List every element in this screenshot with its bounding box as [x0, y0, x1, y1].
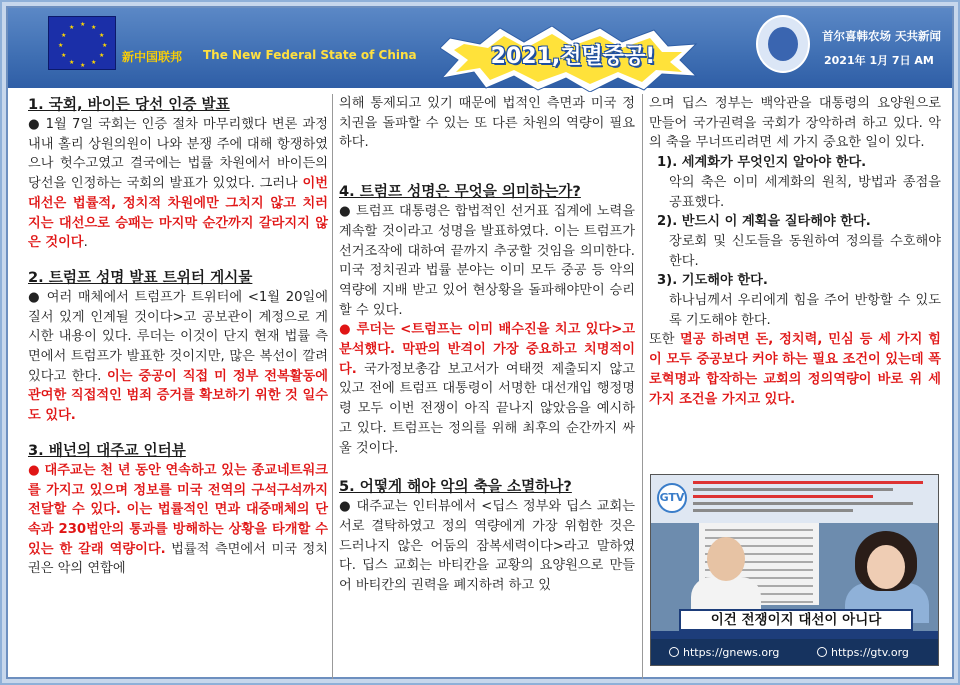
- column-divider: [642, 94, 643, 679]
- host-right-image: [841, 531, 933, 611]
- section-1-end: .: [83, 235, 88, 251]
- newsletter-page: [6, 6, 954, 679]
- globe-icon: [817, 647, 827, 657]
- section-4-highlight: ● 루더는 <트럼프는 이미 배수진을 치고 있다>고 분석했다. 막판의 반격이 가장 중요하고 치명적이다.: [339, 322, 635, 377]
- thumbnail-ticker: [651, 631, 939, 639]
- issue-date: 2021年 1月 7日 AM: [824, 54, 934, 67]
- item-1-title: 1). 세계화가 무엇인지 알아야 한다.: [657, 155, 867, 171]
- column-divider: [332, 94, 333, 679]
- section-5-body: ● 대주교는 인터뷰에서 <딥스 정부와 딥스 교회는 서로 결탁하였고 정의 역량에게 가장 위험한 것은 드러나지 않은 어둠의 잠복세력이다>라고 말하였다. 딥스 교회는 바티칸을 교황의 요양원으로 만들어 바티칸의 권력을 폐지하려 하고 있: [339, 499, 635, 594]
- gnews-link[interactable]: [669, 645, 779, 661]
- section-4-body-2: [339, 320, 635, 458]
- column-2: [339, 94, 635, 596]
- section-1-body: [28, 115, 328, 253]
- section-1-highlight: 이번 대선은 법률적, 정치적 차원에만 그치지 않고 치러지는 대선으로 승패는 마지막 순간까지 갈라지지 않은 것이다: [28, 176, 328, 251]
- column-1: [28, 94, 328, 579]
- section-4-body: ● 트럼프 대통령은 합법적인 선거표 집계에 노력을 계속할 것이라고 성명을 발표하였다. 이는 트럼프가 선거조작에 대하여 끝까지 추궁할 것임을 의미한다. 미국 정치권과 법률 분야는 이미 모두 중공 등 악의 역량에 지배 받고 있어 현상황을 돌파해야만이 승리할 수 있다.: [339, 204, 635, 318]
- column-3: [649, 94, 941, 409]
- section-3-text: 법률적 측면에서 미국 정치권은 악의 연합에: [28, 541, 328, 577]
- item-3-title: 3). 기도해야 한다.: [657, 273, 768, 289]
- item-2-text: 장로회 및 신도들을 동원하여 정의를 수호해야 한다.: [669, 233, 941, 269]
- brand-english: The New Federal State of China: [203, 48, 417, 62]
- org-name: 首尔喜韩农场 天共新闻: [822, 29, 942, 43]
- section-3-continued: 의해 통제되고 있기 때문에 법적인 측면과 미국 정치권을 돌파할 수 있는 또 다른 차원의 역량이 필요하다.: [339, 96, 635, 151]
- thumbnail-header: [651, 475, 939, 523]
- section-4-text: 국가정보총감 보고서가 여태껏 제출되지 않고 있고 전에 트럼프 대통령이 서명한 대선개입 행정명령 모두 이번 전쟁이 아직 끝나지 않았음을 예시하고 있다. 트럼프는 정의를 위해 최후의 순간까지 싸울 것이다.: [339, 361, 635, 456]
- brand-chinese: 新中国联邦: [122, 50, 183, 64]
- video-thumbnail[interactable]: [650, 474, 939, 666]
- gtv-url: https://gtv.org: [831, 646, 909, 659]
- conclusion-highlight: 멸공 하려면 돈, 정치력, 민심 등 세 가지 힘이 모두 중공보다 커야 하는 필요 조건이 있는데 폭로혁명과 합작하는 교회의 정의역량이 바로 위 세가지 조건을 가지고 있다.: [649, 332, 942, 407]
- section-3-highlight: ● 대주교는 천 년 동안 연속하고 있는 종교네트워크를 가지고 있으며 정보를 미국 전역의 구석구석까지 전달할 수 있다. 이는 법률적인 면과 대중매체의 단속과 230법안의 통과를 방해하는 상황을 타개할 수 있는 한 갈래 역량이다.: [28, 462, 328, 557]
- section-5-title: 5. 어떻게 해야 악의 축을 소멸하나?: [339, 478, 572, 496]
- section-3-title: 3. 배넌의 대주교 인터뷰: [28, 441, 186, 459]
- seal-center: [768, 27, 798, 61]
- gtv-logo: GTV: [657, 483, 687, 513]
- gtv-link[interactable]: [817, 645, 909, 661]
- farm-seal-icon: [756, 15, 810, 73]
- slogan: 2021,천멸중공!: [490, 44, 656, 69]
- section-2-highlight: 이는 중공이 직접 미 정부 전복활동에 관여한 직접적인 범죄 증거를 확보하기 위한 것 일수도 있다.: [28, 368, 328, 424]
- conclusion: [649, 330, 941, 409]
- section-1-title: 1. 국회, 바이든 당선 인증 발표: [28, 96, 230, 113]
- section-3-body: [28, 461, 328, 579]
- conclusion-lead: 또한: [649, 332, 680, 348]
- url-bar: [651, 639, 939, 666]
- globe-icon: [669, 647, 679, 657]
- item-2-title: 2). 반드시 이 계획을 질타해야 한다.: [657, 214, 871, 230]
- federal-state-flag-icon: ★ ★ ★ ★ ★ ★ ★ ★ ★ ★ ★ ★: [48, 16, 116, 70]
- item-1-text: 악의 축은 이미 세계화의 원칙, 방법과 종점을 공표했다.: [669, 174, 941, 210]
- gnews-url: https://gnews.org: [683, 646, 780, 659]
- section-2-body: [28, 288, 328, 426]
- thumbnail-text-lines: [693, 481, 933, 516]
- item-3-text: 하나님께서 우리에게 힘을 주어 반항할 수 있도록 기도해야 한다.: [669, 293, 941, 328]
- section-2-title: 2. 트럼프 성명 발표 트위터 게시물: [28, 268, 253, 286]
- section-5-continued: 으며 딥스 정부는 백악관을 대통령의 요양원으로 만들어 국가권력을 국회가 장악하려 하고 있다. 악의 축을 무너뜨리려면 세 가지 중요한 일이 있다.: [649, 96, 941, 151]
- section-1-text: ● 1월 7일 국회는 인증 절차 마무리했다 변론 과정 내내 홀리 상원의원이 나와 분쟁 주에 대해 항쟁하였으나 헛수고였고 결국에는 법률 차원에서 바이든의 당선을 인정하는 국회의 발표가 있었다. 그러나: [28, 117, 328, 192]
- host-left-image: [691, 537, 761, 609]
- thumbnail-banner: 이건 전쟁이지 대선이 아니다: [679, 609, 913, 631]
- section-4-title: 4. 트럼프 성명은 무엇을 의미하는가?: [339, 183, 581, 201]
- section-2-text: ● 여러 매체에서 트럼프가 트위터에 <1월 20일에 질서 있게 인계될 것이다>고 공보관이 계정으로 게시한 내용이 있다. 루더는 이것이 단지 현재 법률 측면에서 트럼프가 발표한 것이지만, 많은 복선이 깔려있다고 한다.: [28, 289, 328, 384]
- header-bar: [8, 8, 952, 88]
